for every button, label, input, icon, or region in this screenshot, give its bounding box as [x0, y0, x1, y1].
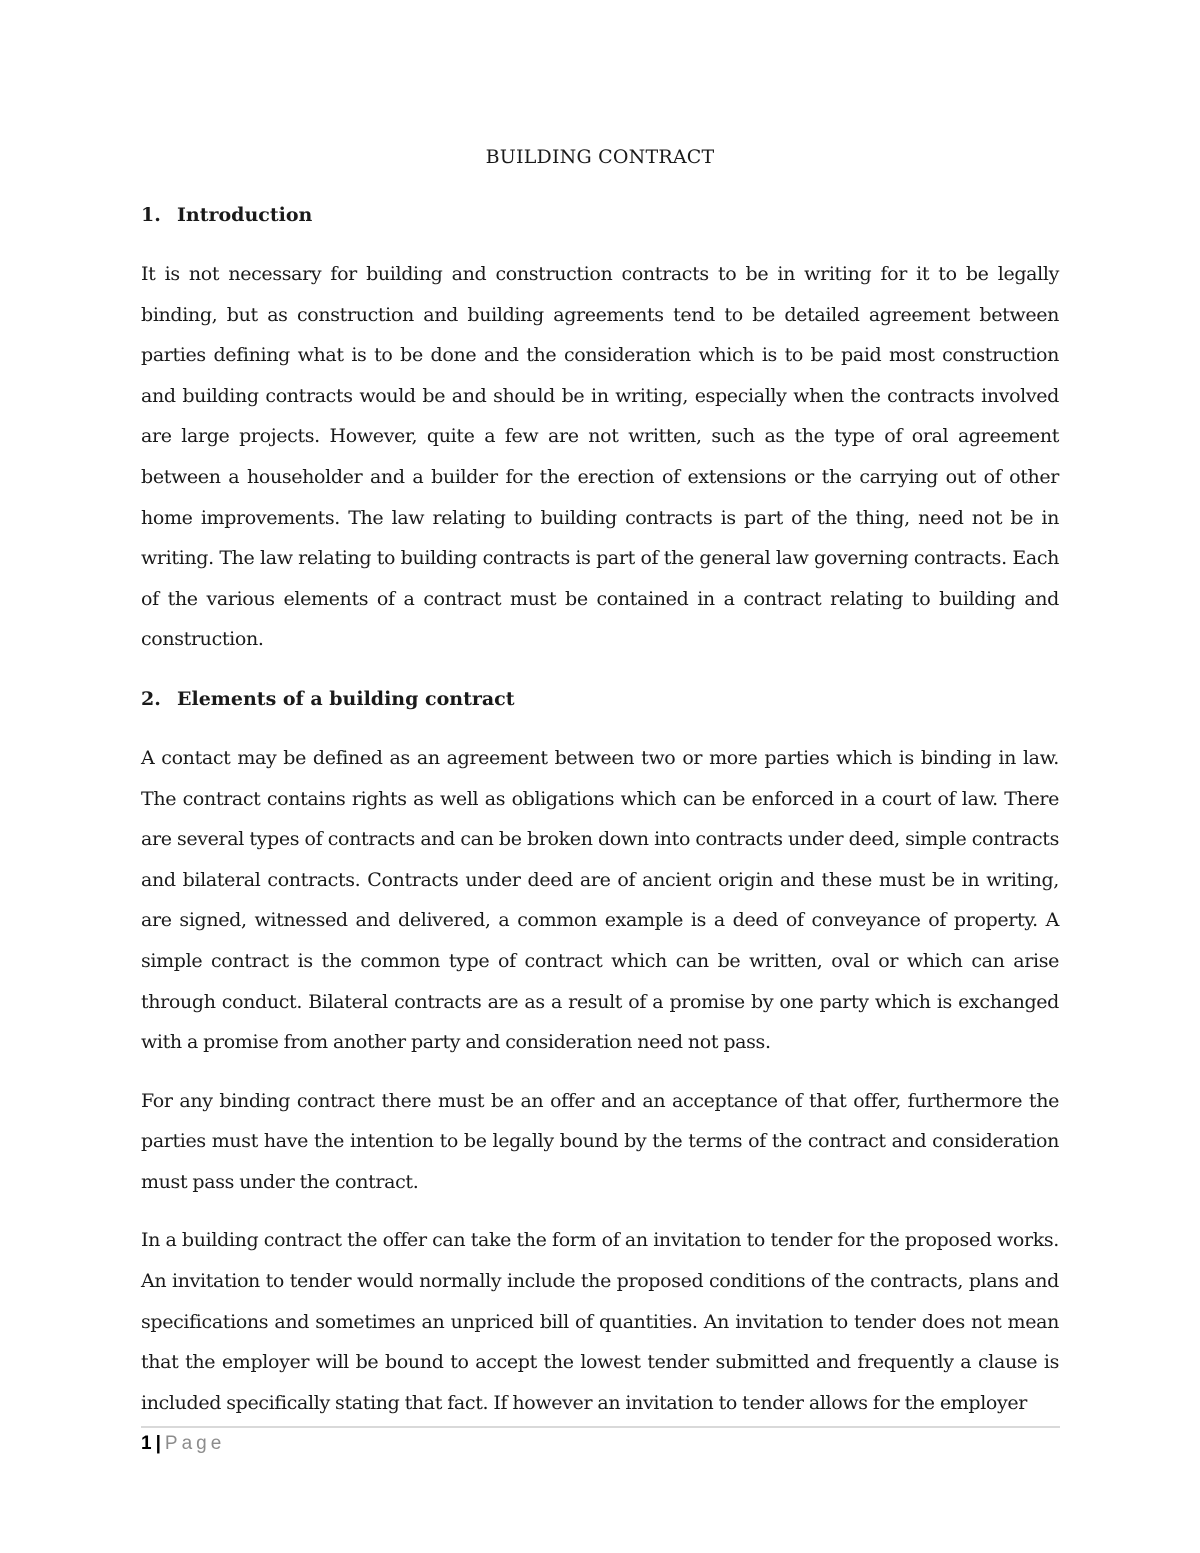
section-title: Introduction: [177, 204, 313, 226]
page-label: Page: [164, 1433, 226, 1454]
section-number: 1.: [141, 204, 161, 226]
page-number: 1: [141, 1433, 152, 1454]
footer-separator: |: [155, 1433, 161, 1454]
section-title: Elements of a building contract: [177, 687, 515, 710]
paragraph: In a building contract the offer can take the form of an invitation to tender for the proposed works. An invitation to tender would normally include the proposed conditions of the contracts, plans and specifications and sometimes an unpriced bill of quantities. An invitation to tender does not mean that the employer will be bound to accept the lowest tender submitted and frequently a clause is included specifically stating that fact. If however an invitation to tender allows for the employer: [141, 1229, 1059, 1414]
paragraph: It is not necessary for building and construction contracts to be in writing for it to be legally binding, but as construction and building agreements tend to be detailed agreement between parties defining what is to be done and the consideration which is to be paid most construction and building contracts would be and should be in writing, especially when the contracts involved are large projects. However, quite a few are not written, such as the type of oral agreement between a householder and a builder for the erection of extensions or the carrying out of other home improvements. The law relating to building contracts is part of the thing, need not be in writing. The law relating to building contracts is part of the general law governing contracts. Each of the various elements of a contract must be contained in a contract relating to building and construction.: [141, 263, 1059, 651]
section-number: 2.: [141, 687, 161, 710]
footer-divider: [141, 1426, 1060, 1428]
document-body: [141, 140, 1059, 1423]
document-title: BUILDING CONTRACT: [485, 146, 715, 168]
paragraph: For any binding contract there must be an offer and an acceptance of that offer, furthermore the parties must have the intention to be legally bound by the terms of the contract and consideration must pass under the contract.: [141, 1089, 1059, 1193]
section-heading-introduction: [141, 198, 1059, 232]
section-heading-elements: [141, 682, 1059, 716]
page-footer: [141, 1430, 225, 1458]
paragraph: A contact may be defined as an agreement between two or more parties which is binding in law. The contract contains rights as well as obligations which can be enforced in a court of law. There are several types of contracts and can be broken down into contracts under deed, simple contracts and bilateral contracts. Contracts under deed are of ancient origin and these must be in writing, are signed, witnessed and delivered, a common example is a deed of conveyance of property. A simple contract is the common type of contract which can be written, oval or which can arise through conduct. Bilateral contracts are as a result of a promise by one party which is exchanged with a promise from another party and consideration need not pass.: [141, 746, 1059, 1054]
